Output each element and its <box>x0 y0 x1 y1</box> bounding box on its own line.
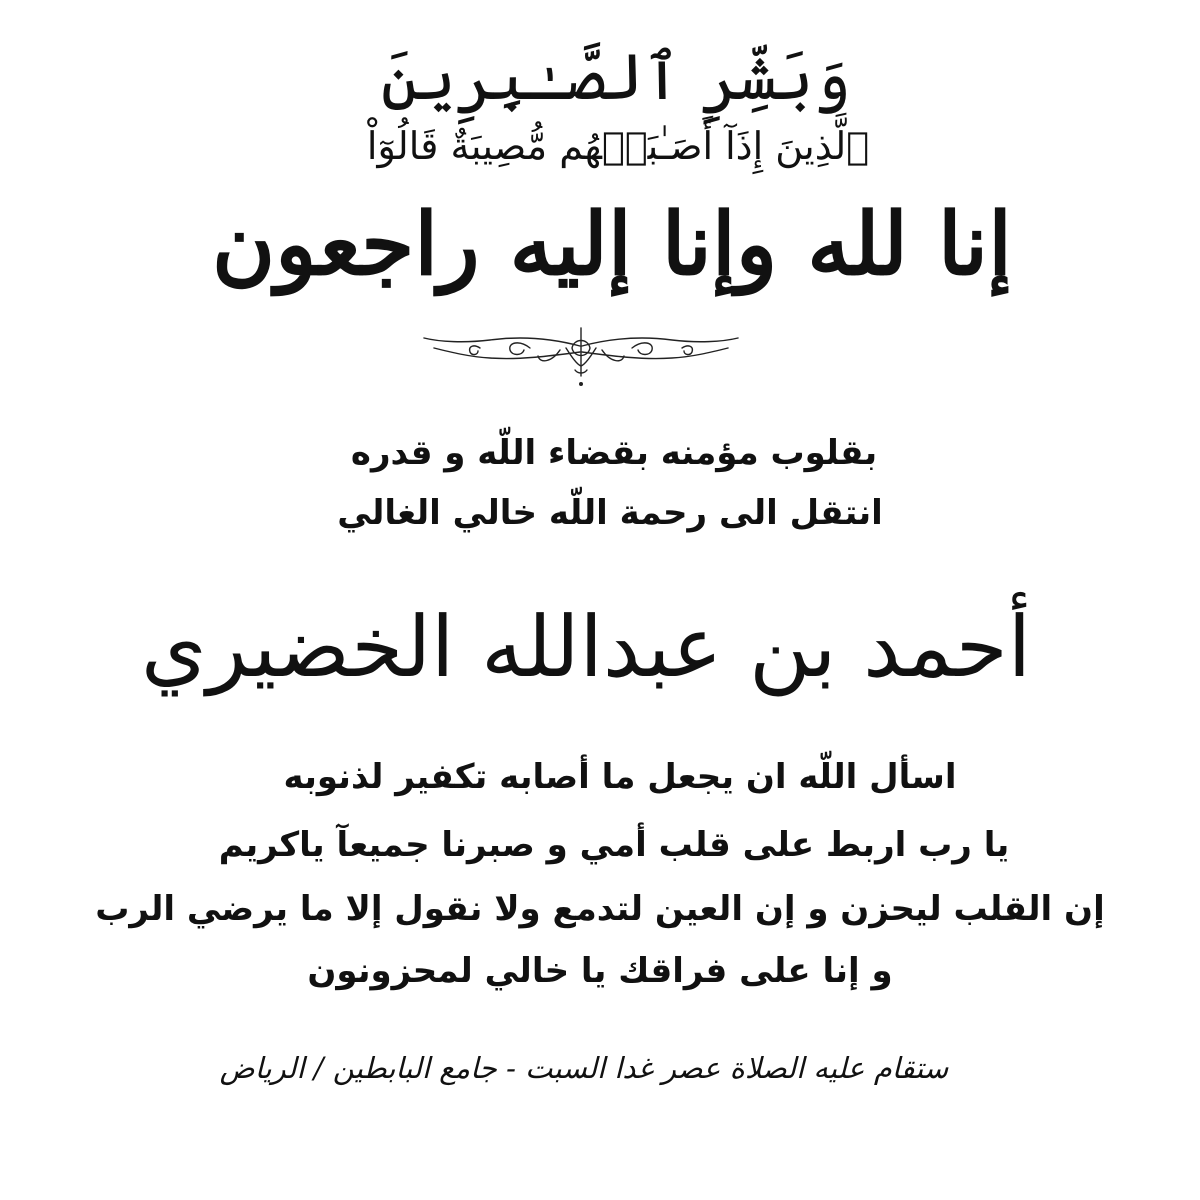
verse-those-who-when: ٱلَّذِينَ إِذَآ أَصَـٰبَتۡهُم مُّصِيبَةٌ قَالُوٓاْ <box>366 124 870 168</box>
funeral-prayer-note: ستقام عليه الصلاة عصر غدا السبت - جامع البابطين / الرياض <box>219 1051 949 1085</box>
prayer-line-3: إن القلب ليحزن و إن العين لتدمع ولا نقول إلا ما يرضي الرب <box>95 889 1105 929</box>
verse-glad-tidings: وَبَشِّرِ ٱلصَّـٰبِرِينَ <box>380 41 852 115</box>
verse-inna-lillah: إنا لله وإنا إليه راجعون <box>212 194 1012 295</box>
prayer-line-2: يا رب اربط على قلب أمي و صبرنا جميعآ ياكريم <box>218 825 1010 865</box>
deceased-name: أحمد بن عبدالله الخضيري <box>140 598 1032 696</box>
prayer-line-1: اسأل اللّه ان يجعل ما أصابه تكفير لذنوبه <box>283 757 957 797</box>
prayer-line-4: و إنا على فراقك يا خالي لمحزونون <box>307 951 893 991</box>
intro-line-faith: بقلوب مؤمنه بقضاء اللّه و قدره <box>350 433 878 473</box>
intro-line-passed-away: انتقل الى رحمة اللّه خالي الغالي <box>337 493 883 533</box>
ornament-divider-icon <box>420 318 742 396</box>
